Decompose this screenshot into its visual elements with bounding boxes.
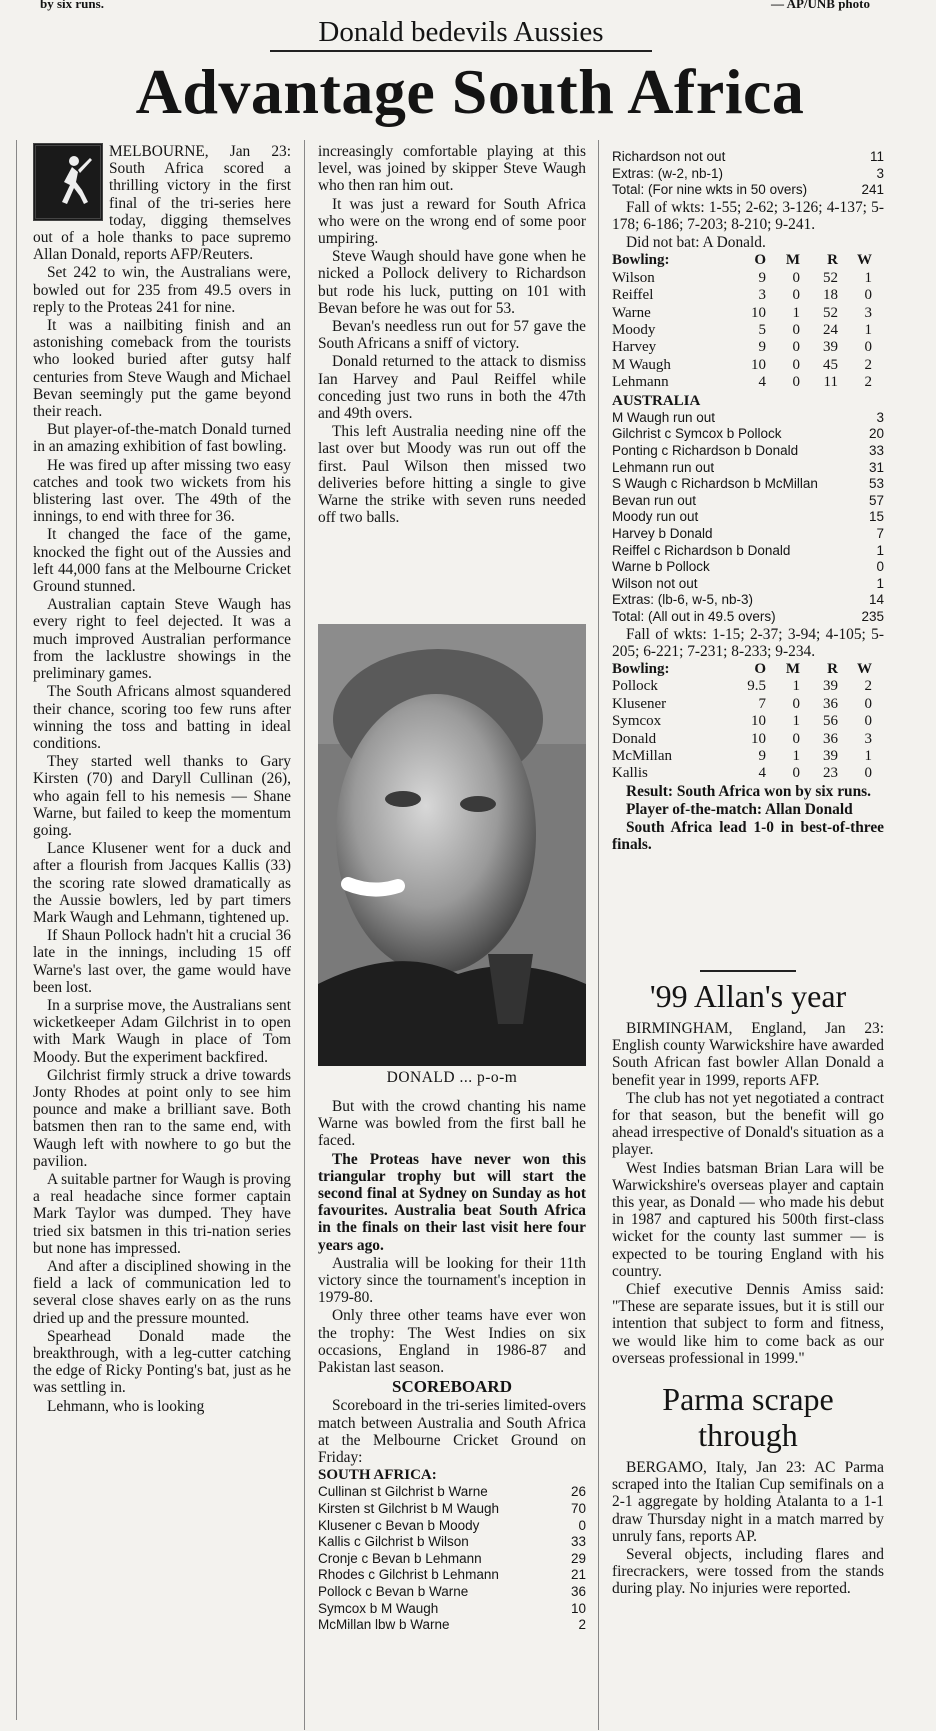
- paragraph: This left Australia needing nine off the last over but Moody was run out off the first. Paul Wilson then missed two deliveries before hitting a single to give Warne the strike with seven runs needed off two balls.: [318, 423, 586, 527]
- photo-credit: — AP/UNB photo: [771, 0, 870, 11]
- bowling-row: Reiffel 3 0 18 0: [612, 287, 872, 304]
- divider: [700, 970, 796, 972]
- article-column-2: [318, 143, 586, 527]
- column-rule: [304, 140, 305, 1730]
- paragraph: A suitable partner for Waugh is proving a real headache since former captain Mark Taylor was dumped. They have tried six batsmen in this tri-nation series but none has impressed.: [33, 1170, 291, 1257]
- bowling-row: Klusener 7 0 36 0: [612, 695, 872, 712]
- paragraph: Australia will be looking for their 11th victory since the tournament's inception in 1979-80.: [318, 1254, 586, 1307]
- batting-row: Extras: (lb-6, w-5, nb-3) 14: [612, 592, 884, 608]
- paragraph-bold: The Proteas have never won this triangular trophy but will start the second final at Sydney on Sunday as hot favourites. Australia beat South Africa in the finals on their last visit here four years ago.: [318, 1150, 586, 1254]
- batting-row: Lehmann run out 31: [612, 459, 884, 475]
- story-headline: Parma scrape through: [662, 1381, 834, 1454]
- sa-batting-list: [318, 1484, 586, 1633]
- aus-innings-title: AUSTRALIA: [612, 392, 701, 409]
- paragraph: West Indies batsman Brian Lara will be Warwickshire's overseas player and captain this year, as Donald — who made his debut in 1987 and captured his 500th first-class wicket for the county last summer — is expected to be touring England with his country.: [612, 1159, 884, 1280]
- bowling-row: Wilson 9 0 52 1: [612, 269, 872, 286]
- batting-row: Rhodes c Gilchrist b Lehmann 21: [318, 1567, 586, 1583]
- aus-batting-list: [612, 410, 884, 626]
- paragraph: The club has not yet negotiated a contract for that season, but the benefit will go ahead irrespective of Donald's situation as a player.: [612, 1089, 884, 1159]
- bowling-row: Symcox 10 1 56 0: [612, 713, 872, 730]
- paragraph: It was a nailbiting finish and an astonishing comeback from the tourists who looked buried after gutsy half centuries from Steve Waugh and Michael Bevan seemingly put the game beyond their reach.: [33, 317, 291, 421]
- sa-did-not-bat: Did not bat: A Donald.: [626, 234, 766, 252]
- paragraph: Donald returned to the attack to dismiss Ian Harvey and Paul Reiffel while conceding just two runs in both the 47th and 49th overs.: [318, 353, 586, 423]
- bowling-row: Warne 10 1 52 3: [612, 304, 872, 321]
- photo-caption: DONALD ... p-o-m: [386, 1069, 518, 1086]
- paragraph: Spearhead Donald made the breakthrough, with a leg-cutter catching the edge of Ricky Ponting's bat, just as he was settling in.: [33, 1327, 291, 1397]
- bowling-row: Pollock 9.5 1 39 2: [612, 678, 872, 695]
- batting-row: McMillan lbw b Warne 2: [318, 1617, 586, 1633]
- paragraph: Several objects, including flares and firecrackers, were tossed from the stands during play. No injuries were reported.: [612, 1546, 884, 1598]
- sa-fall-of-wickets: Fall of wkts: 1-55; 2-62; 3-126; 4-137; 5-178; 6-186; 7-203; 8-210; 9-241.: [612, 198, 884, 233]
- bowling-row: Donald 10 0 36 3: [612, 730, 872, 747]
- sidebar-stories: [612, 970, 884, 1599]
- cricket-logo-icon: [33, 143, 103, 221]
- paragraph: It was just a reward for South Africa who were on the wrong end of some poor umpiring.: [318, 195, 586, 248]
- series-status: South Africa lead 1-0 in best-of-three finals.: [612, 819, 884, 854]
- bowling-row: Harvey 9 0 39 0: [612, 339, 872, 356]
- bowling-row: M Waugh 10 0 45 2: [612, 356, 872, 373]
- paragraph: Steve Waugh should have gone when he nicked a Pollock delivery to Richardson but rode his luck, putting on 101 with Bevan before he was out for 53.: [318, 248, 586, 317]
- paragraph: It changed the face of the game, knocked the fight out of the Aussies and left 44,000 fans at the Melbourne Cricket Ground stunned.: [33, 526, 291, 596]
- player-of-match: Player of-the-match: Allan Donald: [626, 801, 853, 819]
- paragraph: Lehmann, who is looking: [47, 1397, 205, 1415]
- article-column-1: [33, 143, 291, 1416]
- paragraph: increasingly comfortable playing at this level, was joined by skipper Steve Waugh who then ran him out.: [318, 143, 586, 195]
- paragraph: And after a disciplined showing in the field a lack of communication led to several close shaves early on as the runs dried up and the pressure mounted.: [33, 1258, 291, 1327]
- batting-row: Moody run out 15: [612, 509, 884, 525]
- batting-row: Reiffel c Richardson b Donald 1: [612, 542, 884, 558]
- paragraph: But player-of-the-match Donald turned in an amazing exhibition of fast bowling.: [33, 421, 291, 456]
- batting-row: Gilchrist c Symcox b Pollock 20: [612, 426, 884, 442]
- story-headline: '99 Allan's year: [649, 978, 847, 1014]
- scoreboard-intro: Scoreboard in the tri-series limited-overs match between Australia and South Africa at the Melbourne Cricket Ground on Friday:: [318, 1397, 586, 1467]
- prev-caption-fragment: by six runs.: [40, 0, 104, 11]
- paragraph: He was fired up after missing two easy catches and took two wickets from his blistering last over. The 49th of the innings, to end with three for 36.: [33, 456, 291, 526]
- match-result: Result: South Africa won by six runs.: [626, 782, 872, 800]
- bowling-row: McMillan 9 1 39 1: [612, 748, 872, 764]
- batting-row: Ponting c Richardson b Donald 33: [612, 443, 884, 459]
- batting-row: Cronje c Bevan b Lehmann 29: [318, 1550, 586, 1566]
- kicker-headline: Donald bedevils Aussies: [270, 14, 652, 52]
- paragraph: They started well thanks to Gary Kirsten (70) and Daryll Cullinan (26), who again fell to his nemesis — Shane Warne, but failed to keep the momentum going.: [33, 753, 291, 839]
- aus-fall-of-wickets: Fall of wkts: 1-15; 2-37; 3-94; 4-105; 5-205; 6-221; 7-231; 8-233; 9-234.: [612, 625, 884, 660]
- donald-photo: [318, 624, 586, 1066]
- batting-row: Kirsten st Gilchrist b M Waugh 70: [318, 1501, 586, 1517]
- paragraph: BERGAMO, Italy, Jan 23: AC Parma scraped into the Italian Cup semifinals on a 2-1 aggregate by holding Atalanta to a 1-1 draw Thursday night in a match marred by unruly fans, reports AP.: [612, 1459, 884, 1545]
- batting-row: Klusener c Bevan b Moody 0: [318, 1517, 586, 1533]
- batting-row: Symcox b M Waugh 10: [318, 1600, 586, 1616]
- batting-row: Total: (For nine wkts in 50 overs) 241: [612, 182, 884, 198]
- bowling-row: Lehmann 4 0 11 2: [612, 374, 872, 391]
- bowling-row: Kallis 4 0 23 0: [612, 765, 872, 782]
- batting-row: Total: (All out in 49.5 overs) 235: [612, 608, 884, 624]
- batting-row: S Waugh c Richardson b McMillan 53: [612, 476, 884, 492]
- batting-row: Extras: (w-2, nb-1) 3: [612, 165, 884, 181]
- column-rule: [598, 140, 599, 1730]
- batting-row: Harvey b Donald 7: [612, 526, 884, 541]
- bowling-header: Bowling: O M R W: [612, 252, 872, 269]
- sa-batting-list-continued: [612, 149, 884, 199]
- batting-row: Warne b Pollock 0: [612, 559, 884, 575]
- paragraph: BIRMINGHAM, England, Jan 23: English county Warwickshire have awarded South African fast bowler Allan Donald a benefit year in 1999, reports AFP.: [612, 1020, 884, 1089]
- article-column-2-continued: [318, 1098, 586, 1634]
- paragraph: The South Africans almost squandered their chance, scoring too few runs after winning the toss and batting in ideal conditions.: [33, 683, 291, 752]
- main-headline: Advantage South Africa: [135, 56, 805, 127]
- paragraph: Set 242 to win, the Australians were, bowled out for 235 from 49.5 overs in reply to the Proteas 241 for nine.: [33, 264, 291, 316]
- paragraph: But with the crowd chanting his name Warne was bowled from the first ball he faced.: [318, 1098, 586, 1150]
- batting-row: Wilson not out 1: [612, 575, 884, 591]
- sa-innings-title: SOUTH AFRICA:: [318, 1467, 437, 1484]
- paragraph: Lance Klusener went for a duck and after a flourish from Jacques Kallis (33) the scoring rate slowed dramatically as the Aussie bowlers, led by part timers Mark Waugh and Lehmann, tightened up.: [33, 840, 291, 926]
- scoreboard-column: [612, 149, 884, 855]
- batting-row: Cullinan st Gilchrist b Warne 26: [318, 1484, 586, 1500]
- batting-row: M Waugh run out 3: [612, 409, 884, 425]
- paragraph: If Shaun Pollock hadn't hit a crucial 36 late in the innings, including 15 off Warne's last over, the game would have been lost.: [33, 927, 291, 996]
- column-rule: [16, 140, 17, 1720]
- paragraph: Only three other teams have ever won the trophy: The West Indies on six occasions, England in 1986-87 and Pakistan last season.: [318, 1307, 586, 1377]
- bowling-header: Bowling: O M R W: [612, 660, 872, 677]
- batting-row: Richardson not out 11: [612, 149, 884, 164]
- scoreboard-heading: SCOREBOARD: [392, 1377, 512, 1397]
- paragraph: Bevan's needless run out for 57 gave the South Africans a sniff of victory.: [318, 318, 586, 353]
- paragraph: Chief executive Dennis Amiss said: "These are separate issues, but it is still our intention that subject to form and fitness, we would like him to come back as our overseas professional in 1999.": [612, 1281, 884, 1367]
- batting-row: Pollock c Bevan b Warne 36: [318, 1584, 586, 1600]
- paragraph: In a surprise move, the Australians sent wicketkeeper Adam Gilchrist in to open with Mark Waugh in place of Tom Moody. But the experiment backfired.: [33, 996, 291, 1066]
- paragraph: MELBOURNE, Jan 23: South Africa scored a thrilling victory in the first final of the tri-series here today, digging themselves out of a hole thanks to pace supremo Allan Donald, reports AFP/Reuters.: [33, 143, 291, 264]
- paragraph: Australian captain Steve Waugh has every right to feel dejected. It was a much improved Australian performance from the lacklustre showings in the preliminary games.: [33, 596, 291, 683]
- paragraph: Gilchrist firmly struck a drive towards Jonty Rhodes at point only to see him pounce and make a brilliant save. Both batsmen then ran to the same end, with Waugh left with nowhere to go but the pavilion.: [33, 1066, 291, 1170]
- batting-row: Bevan run out 57: [612, 492, 884, 508]
- bowling-row: Moody 5 0 24 1: [612, 322, 872, 339]
- batting-row: Kallis c Gilchrist b Wilson 33: [318, 1534, 586, 1550]
